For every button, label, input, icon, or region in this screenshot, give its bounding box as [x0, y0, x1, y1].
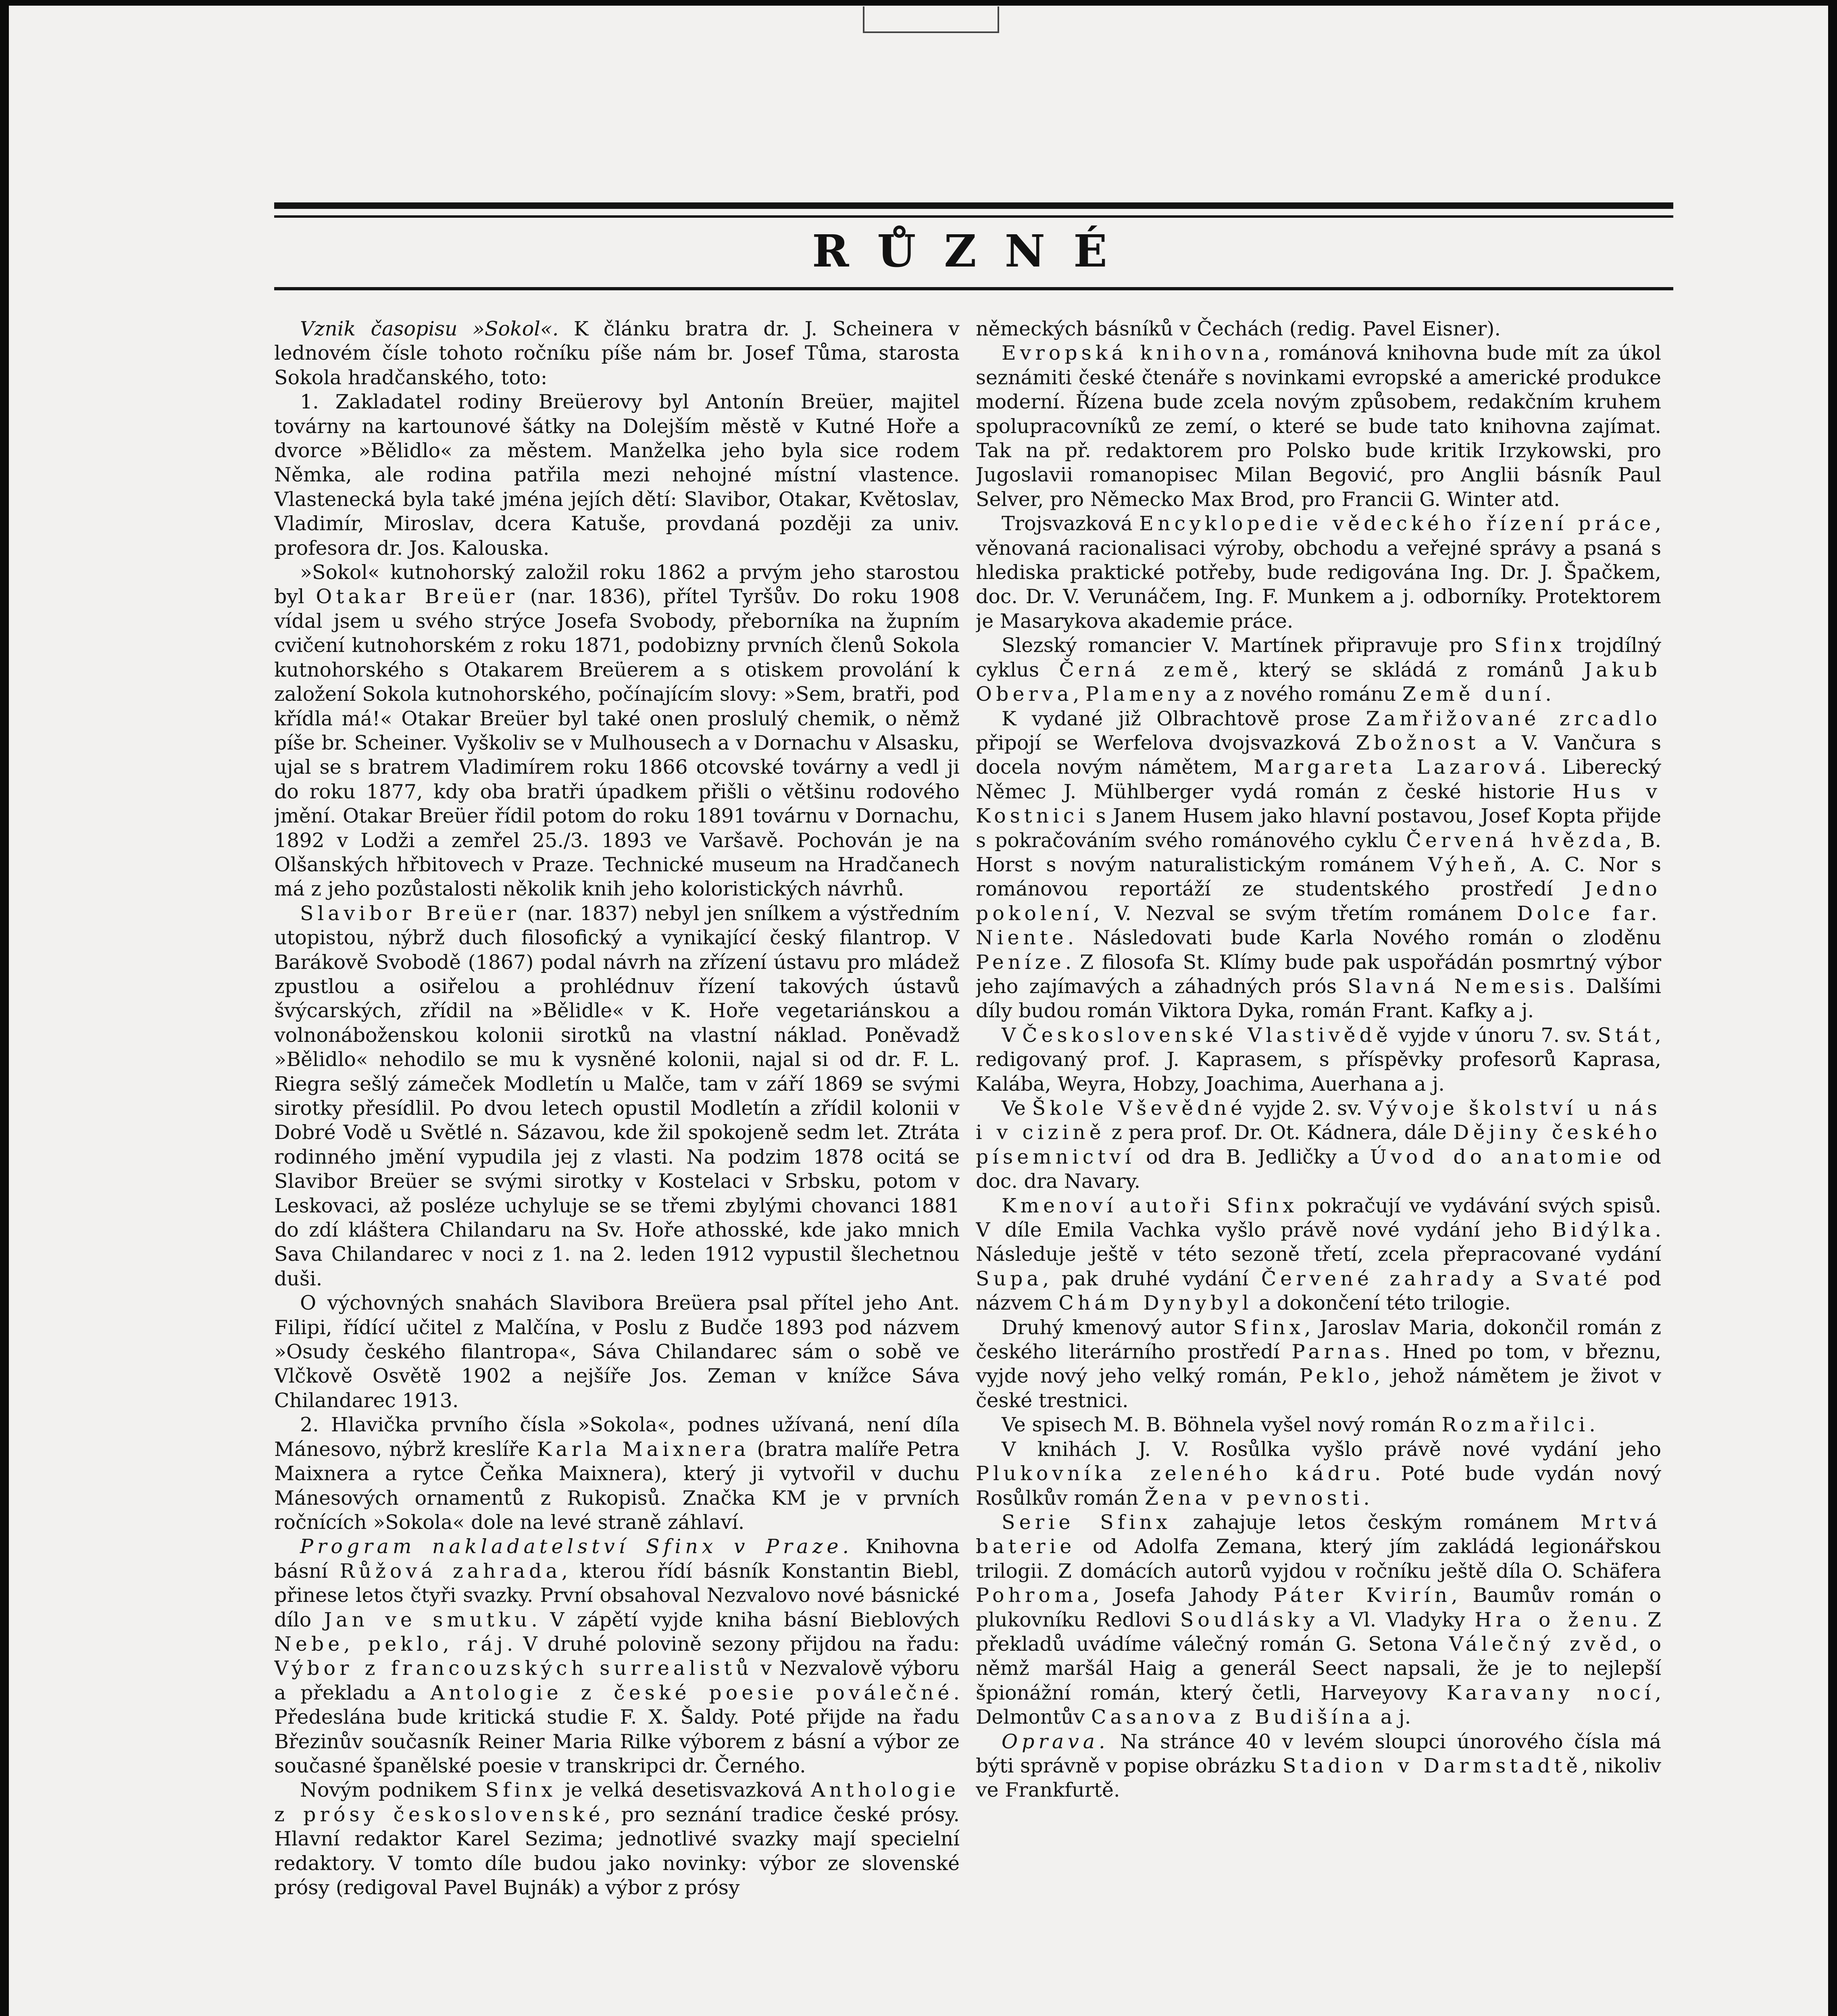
paragraph: V knihách J. V. Rosůlka vyšlo právě nové vydání jeho Plukovníka zeleného kádru. Poté bude vydán nový Rosůlkův román Žena v pevnosti.: [976, 1437, 1661, 1510]
title-rule: [274, 287, 1673, 290]
paragraph: Druhý kmenový autor Sfinx, Jaroslav Maria, dokončil román z českého literárního prostředí Parnas. Hned po tom, v březnu, vyjde nový jeho velký román, Peklo, jehož námětem je život v české trestnici.: [976, 1316, 1661, 1412]
article-title: Vznik časopisu »Sokol«.: [300, 317, 559, 340]
paragraph: Evropská knihovna, románová knihovna bude mít za úkol seznámiti české čtenáře s novinkami evropské a americké produkce moderní. Řízena bude zcela novým způsobem, redakčním kruhem spolupracovníků ze zemí, o které se bude tato knihovna zajímat. Tak na př. redaktorem pro Polsko bude kritik Irzykowski, pro Jugoslavii romanopisec Milan Begović, pro Anglii básník Paul Selver, pro Německo Max Brod, pro Francii G. Winter atd.: [976, 342, 1661, 511]
paragraph: německých básníků v Čechách (redig. Pavel Eisner).: [976, 317, 1501, 340]
scan-border-left: [0, 0, 9, 2016]
paragraph: Ve Škole Vševědné vyjde 2. sv. Vývoje školství u nás i v cizině z pera prof. Dr. Ot. Kádnera, dále Dějiny českého písemnictví od dra B. Jedličky a Úvod do anatomie od doc. dra Navary.: [976, 1097, 1661, 1193]
paragraph: Ve spisech M. B. Böhnela vyšel nový román Rozmařilci.: [1002, 1413, 1595, 1437]
paragraph: Slezský romancier V. Martínek připravuje pro Sfinx trojdílný cyklus Černá země, který se skládá z románů Jakub Oberva, Plameny a z nového románu Země duní.: [976, 634, 1661, 706]
article-title: Oprava.: [1002, 1730, 1109, 1753]
header-rule-thin: [274, 215, 1673, 218]
paragraph: Program nakladatelství Sfinx v Praze. Knihovna básní Růžová zahrada, kterou řídí básník Konstantin Biebl, přinese letos čtyři svazky. První obsahoval Nezvalovo nové básnické dílo Jan ve smutku. V zápětí vyjde kniha básní Bieblových Nebe, peklo, ráj. V druhé polovině sezony přijdou na řadu: Výbor z francouzských surrealistů v Nezvalově výboru a překladu a Antologie z české poesie poválečné. Předeslána bude kritická studie F. X. Šaldy. Poté přijde na řadu Březinův současník Reiner Maria Rilke výborem z básní a výbor ze současné španělské poesie v transkripci dr. Černého.: [274, 1535, 960, 1777]
paragraph: V Československé Vlastivědě vyjde v únoru 7. sv. Stát, redigovaný prof. J. Kaprasem, s příspěvky profesorů Kaprasa, Kalába, Weyra, Hobzy, Joachima, Auerhana a j.: [976, 1023, 1661, 1095]
article-title: Program nakladatelství Sfinx v Praze.: [300, 1535, 853, 1558]
paragraph: Trojsvazková Encyklopedie vědeckého řízení práce, věnovaná racionalisaci výroby, obchodu a veřejné správy a psaná s hlediska praktické potřeby, bude redigována Ing. Dr. J. Špačkem, doc. Dr. V. Verunáčem, Ing. F. Munkem a j. odborníky. Protektorem je Masarykova akademie práce.: [976, 512, 1661, 633]
spaced-name: Otakar Breüer: [316, 585, 519, 608]
paragraph: Kmenoví autoři Sfinx pokračují ve vydávání svých spisů. V díle Emila Vachka vyšlo právě nové vydání jeho Bidýlka. Následuje ještě v této sezoně třetí, zcela přepracované vydání Supa, pak druhé vydání Červené zahrady a Svaté pod názvem Chám Dynybyl a dokončení této trilogie.: [976, 1194, 1661, 1315]
left-column: [274, 317, 960, 2016]
paragraph: K vydané již Olbrachtově prose Zamřižované zrcadlo připojí se Werfelova dvojsvazková Zbožnost a V. Vančura s docela novým námětem, Margareta Lazarová. Liberecký Němec J. Mühlberger vydá román z české historie Hus v Kostnici s Janem Husem jako hlavní postavou, Josef Kopta přijde s pokračováním svého románového cyklu Červená hvězda, B. Horst s novým naturalistickým románem Výheň, A. C. Nor s románovou reportáží ze studentského prostředí Jedno pokolení, V. Nezval se svým třetím románem Dolce far. Niente. Následovati bude Karla Nového román o zloděnu Peníze. Z filosofa St. Klímy bude pak uspořádán posmrtný výbor jeho zajímavých a záhadných prós Slavná Nemesis. Dalšími díly budou román Viktora Dyka, román Frant. Kafky a j.: [976, 707, 1661, 1023]
header-rule-thick: [274, 202, 1673, 209]
spaced-name: Karla Maixnera: [537, 1437, 750, 1461]
scan-border-right: [1828, 0, 1837, 2016]
spaced-name: Slavibor Breüer: [300, 902, 520, 925]
paragraph: Slavibor Breüer (nar. 1837) nebyl jen snílkem a výstředním utopistou, nýbrž duch filosofický a vynikající český filantrop. V Barákově Svobodě (1867) podal návrh na zřízení ústavu pro mládež zpustlou a osiřelou a prohlédnuv řízení takových ústavů švýcarských, zřídil na »Bělidle« v K. Hoře vegetariánskou a volnonáboženskou kolonii sirotků na vlastní náklad. Poněvadž »Bělidlo« nehodilo se mu k vysněné kolonii, najal si od dr. F. L. Riegra sešlý zámeček Modletín u Malče, tam v září 1869 se svými sirotky přesídlil. Po dvou letech opustil Modletín a zřídil kolonii v Dobré Vodě u Světlé n. Sázavou, kde žil spokojeně sedm let. Ztráta rodinného jmění vypudila jej z vlasti. Na podzim 1878 ocitá se Slavibor Breüer se svými sirotky v Kostelaci v Srbsku, potom v Leskovaci, až posléze uchyluje se se třemi zbylými chovanci 1881 do zdí kláštera Chilandaru na Sv. Hoře athosské, kde jako mnich Sava Chilandarec v noci z 1. na 2. leden 1912 vypustil šlechetnou duši.: [274, 902, 960, 1290]
paragraph: 1. Zakladatel rodiny Breüerovy byl Antonín Breüer, majitel továrny na kartounové šátky na Dolejším městě v Kutné Hoře a dvorce »Bělidlo« za městem. Manželka jeho byla sice rodem Němka, ale rodina patřila mezi nehojné místní vlastence. Vlastenecká byla také jména jejích dětí: Slavibor, Otakar, Květoslav, Vladimír, Miroslav, dcera Katuše, provdaná později za univ. profesora dr. Jos. Kalouska.: [274, 390, 960, 560]
section-title: RŮZNÉ: [812, 225, 1136, 277]
paragraph: O výchovných snahách Slavibora Breüera psal přítel jeho Ant. Filipi, řídící učitel z Malčína, v Poslu z Budče 1893 pod názvem »Osudy českého filantropa«, Sáva Chilandarec sám o sobě ve Vlčkově Osvětě 1902 a nejšíře Jos. Zeman v knížce Sáva Chilandarec 1913.: [274, 1291, 960, 1412]
paragraph: Oprava. Na stránce 40 v levém sloupci únorového čísla má býti správně v popise obrázku Stadion v Darmstadtě, nikoliv ve Frankfurtě.: [976, 1730, 1661, 1802]
paragraph: 2. Hlavička prvního čísla »Sokola«, podnes užívaná, není díla Mánesovo, nýbrž kreslíře Karla Maixnera (bratra malíře Petra Maixnera a rytce Čeňka Maixnera), který ji vytvořil v duchu Mánesových ornamentů z Rukopisů. Značka KM je v prvních ročnících »Sokola« dole na levé straně záhlaví.: [274, 1413, 960, 1534]
paragraph: »Sokol« kutnohorský založil roku 1862 a prvým jeho starostou byl Otakar Breüer (nar. 1836), přítel Tyršův. Do roku 1908 vídal jsem u svého strýce Josefa Svobody, přeborníka na župním cvičení kutnohorském z roku 1871, podobizny prvních členů Sokola kutnohorského s Otakarem Breüerem a s otiskem provolání k založení Sokola kutnohorského, počínajícím slovy: »Sem, bratři, pod křídla má!« Otakar Breüer byl také onen proslulý chemik, o němž píše br. Scheiner. Vyškoliv se v Mulhousech a v Dornachu v Alsasku, ujal se s bratrem Vladimírem roku 1866 otcovské továrny a vedl ji do roku 1877, kdy oba bratři úpadkem přišli o většinu rodového jmění. Otakar Breüer řídil potom do roku 1891 továrnu v Dornachu, 1892 v Lodži a zemřel 25./3. 1893 ve Varšavě. Pochován je na Olšanských hřbitovech v Praze. Technické museum na Hradčanech má z jeho pozůstalosti několik knih jeho koloristických návrhů.: [274, 561, 960, 901]
paragraph: Serie Sfinx zahajuje letos českým románem Mrtvá baterie od Adolfa Zemana, který jím zakládá legionářskou trilogii. Z domácích autorů vyjdou v ročníku ještě díla O. Schäfera Pohroma, Josefa Jahody Páter Kvirín, Baumův román o plukovníku Redlovi Soudlásky a Vl. Vladyky Hra o ženu. Z překladů uvádíme válečný román G. Setona Válečný zvěd, o němž maršál Haig a generál Seect napsali, že je to nejlepší špionážní román, který četli, Harveyovy Karavany nocí, Delmontův Casanova z Budišína a j.: [976, 1510, 1661, 1729]
scan-border-top: [0, 0, 1837, 6]
paragraph: Novým podnikem Sfinx je velká desetisvazková Anthologie z prósy československé, pro seznání tradice české prósy. Hlavní redaktor Karel Sezima; jednotlivé svazky mají specielní redaktory. V tomto díle budou jako novinky: výbor ze slovenské prósy (redigoval Pavel Bujnák) a výbor z prósy: [274, 1779, 960, 1899]
right-column: [976, 317, 1661, 2016]
page-tab-mark: [863, 6, 999, 33]
paragraph: Vznik časopisu »Sokol«. K článku bratra dr. J. Scheinera v lednovém čísle tohoto ročníku píše nám br. Josef Tůma, starosta Sokola hradčanského, toto:: [274, 317, 960, 389]
